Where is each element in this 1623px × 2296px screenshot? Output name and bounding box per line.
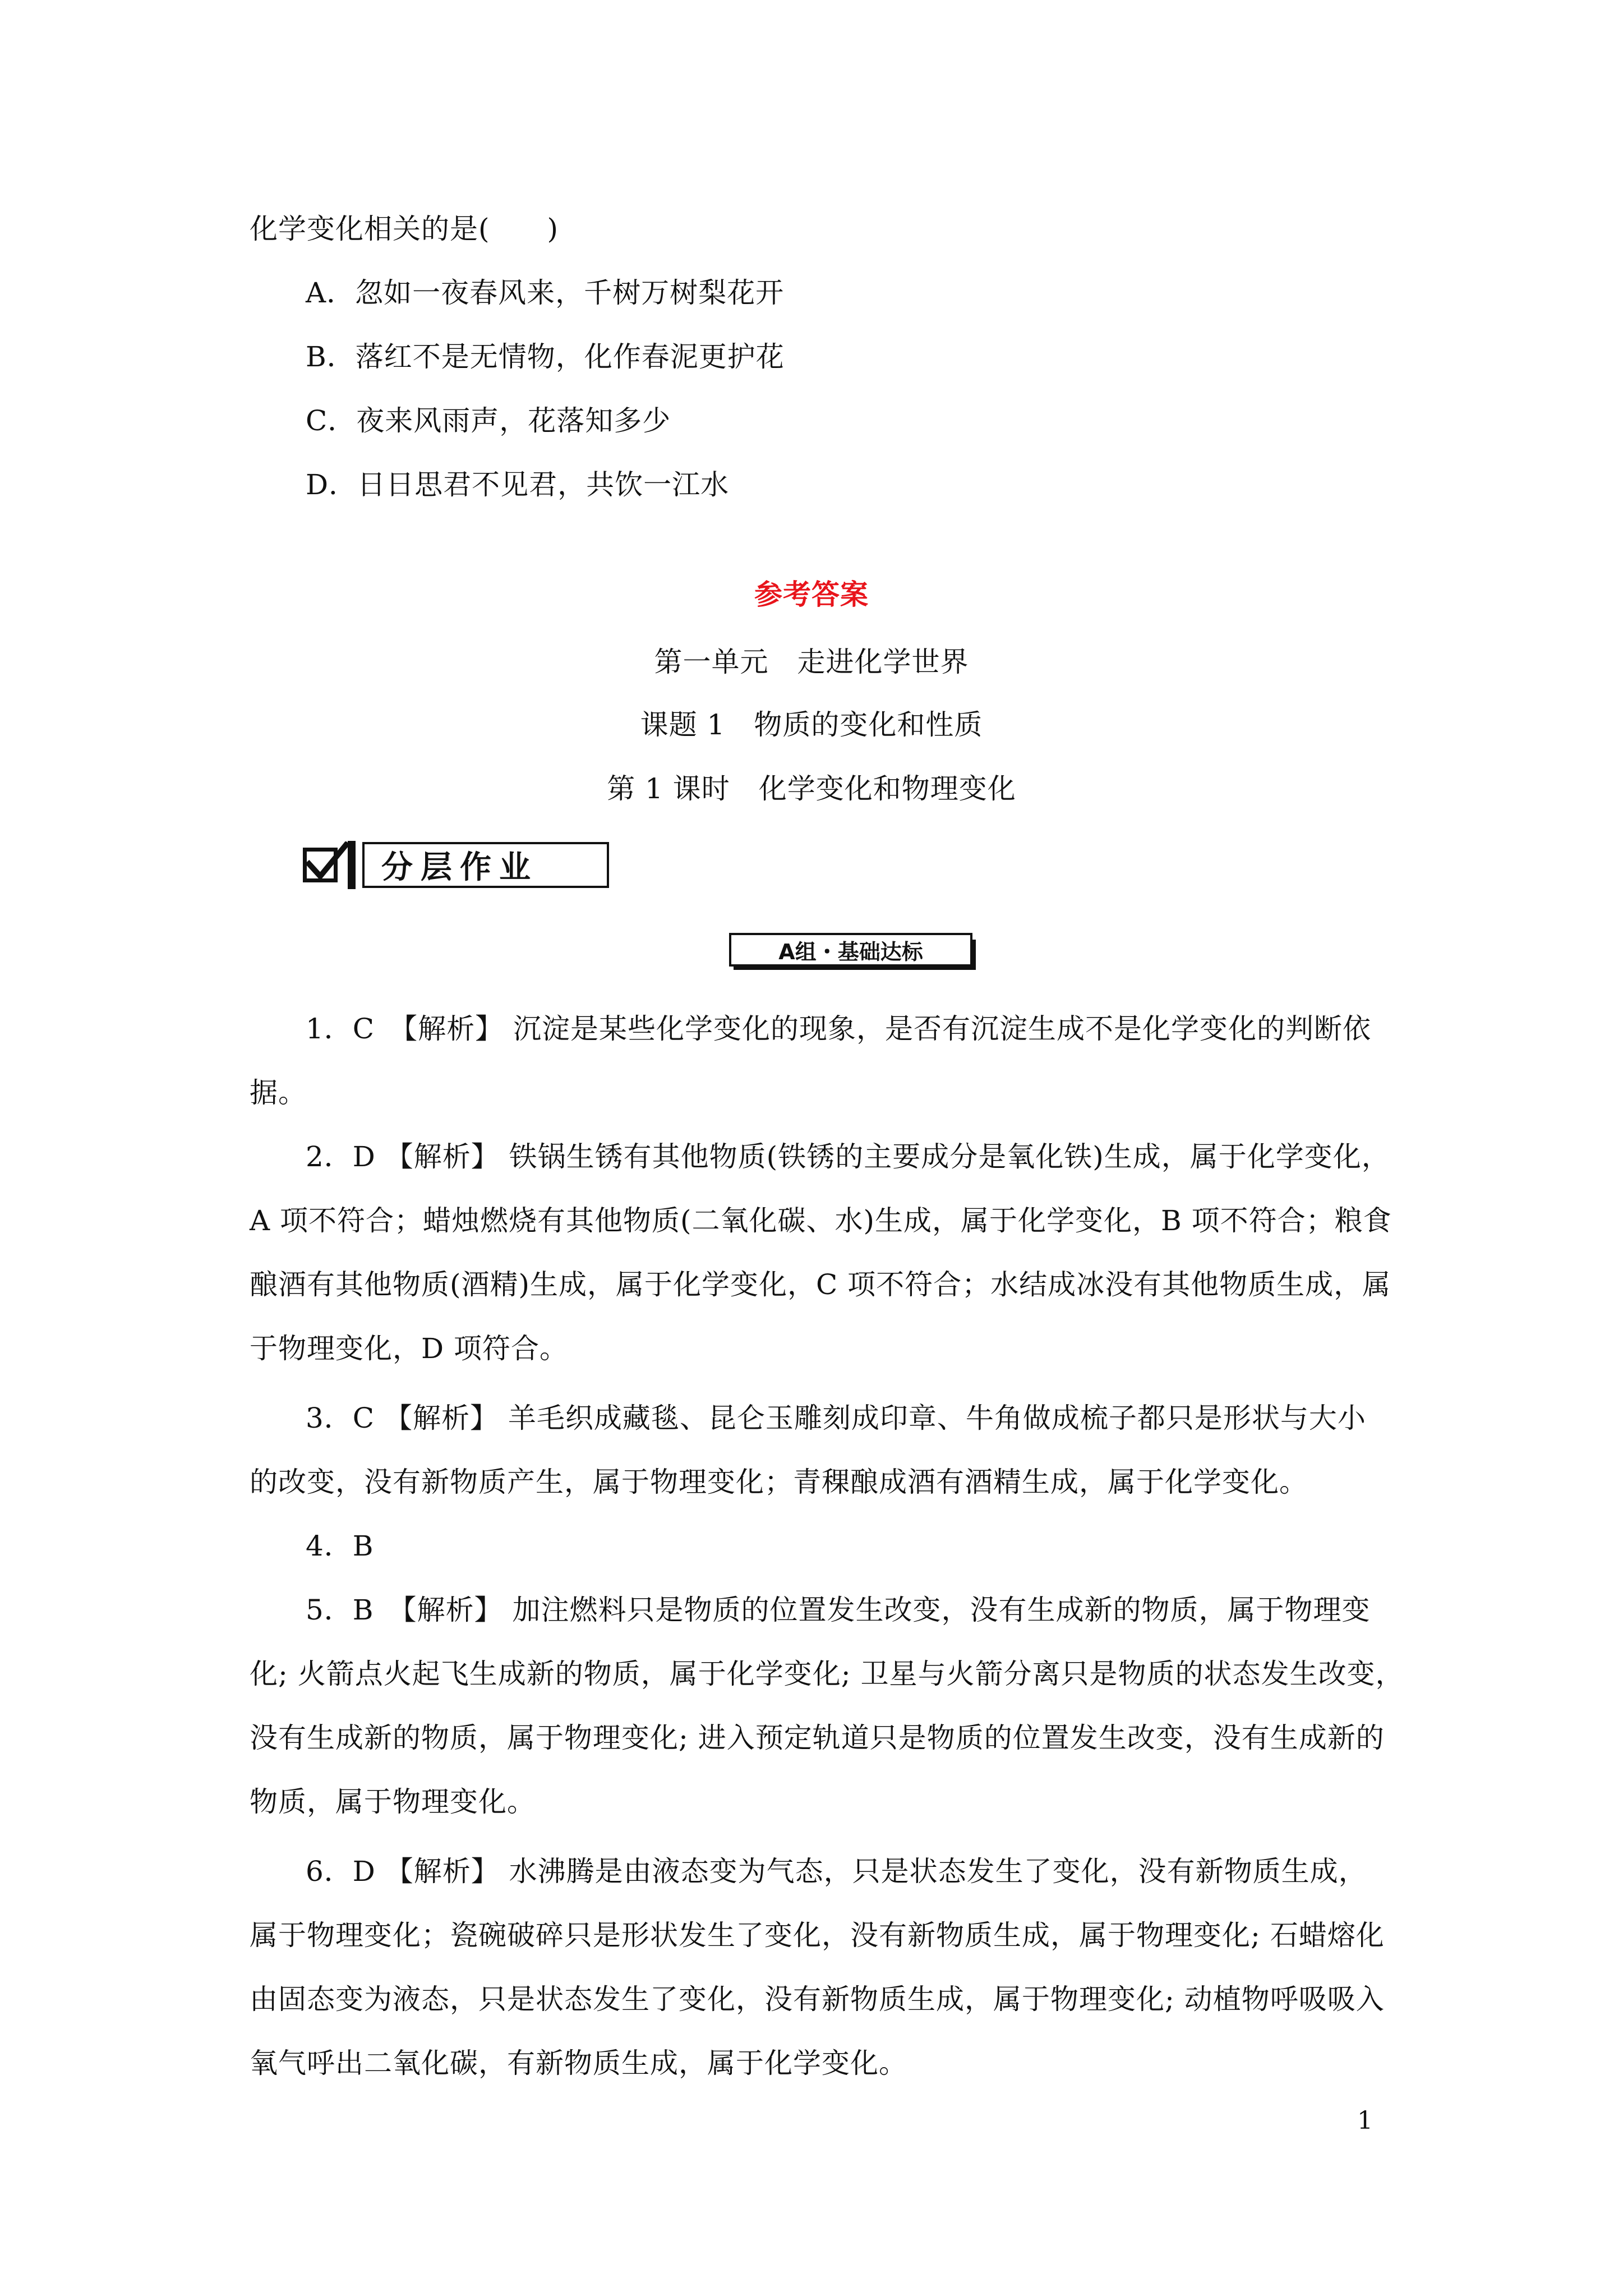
option-b: B．落红不是无情物，化作春泥更护花 — [306, 341, 785, 373]
answer-line: 于物理变化，D 项符合。 — [250, 1332, 568, 1365]
answer-line: 属于物理变化；瓷碗破碎只是形状发生了变化，没有新物质生成，属于物理变化; 石蜡熔化 — [250, 1919, 1385, 1952]
option-a: A．忽如一夜春风来，千树万树梨花开 — [306, 277, 785, 309]
answer-line: 1．C 【解析】 沉淀是某些化学变化的现象，是否有沉淀生成不是化学变化的判断依 — [306, 1013, 1371, 1045]
topic-heading: 课题 1 物质的变化和性质 — [640, 708, 983, 741]
question-stem: 化学变化相关的是( ) — [250, 213, 559, 245]
answer-line: 4．B — [306, 1530, 374, 1562]
page-number: 1 — [1357, 2106, 1373, 2135]
unit-heading: 第一单元 走进化学世界 — [654, 646, 969, 678]
answer-line: 没有生成新的物质，属于物理变化; 进入预定轨道只是物质的位置发生改变，没有生成新的 — [250, 1722, 1385, 1754]
answer-line: 2．D 【解析】 铁锅生锈有其他物质(铁锈的主要成分是氧化铁)生成，属于化学变化， — [306, 1140, 1390, 1173]
answer-line: 由固态变为液态，只是状态发生了变化，没有新物质生成，属于物理变化; 动植物呼吸吸入 — [250, 1983, 1385, 2016]
banner-label: 分层作业 — [362, 842, 609, 888]
answer-key-title: 参考答案 — [754, 578, 869, 611]
answer-line: 据。 — [250, 1076, 307, 1109]
option-c: C．夜来风雨声，花落知多少 — [306, 404, 671, 437]
lesson-heading: 第 1 课时 化学变化和物理变化 — [607, 772, 1016, 805]
answer-line: 物质，属于物理变化。 — [250, 1786, 536, 1818]
section-banner — [303, 839, 609, 891]
answer-line: 的改变，没有新物质产生，属于物理变化；青稞酿成酒有酒精生成，属于化学变化。 — [250, 1466, 1308, 1498]
answer-line: A 项不符合；蜡烛燃烧有其他物质(二氧化碳、水)生成，属于化学变化，B 项不符合；粮食 — [250, 1204, 1392, 1237]
group-label: A组・基础达标 — [729, 933, 972, 967]
group-label-box — [729, 933, 976, 970]
answer-line: 氧气呼出二氧化碳，有新物质生成，属于化学变化。 — [250, 2047, 907, 2079]
answer-line: 3．C 【解析】 羊毛织成藏毯、昆仑玉雕刻成印章、牛角做成梳子都只是形状与大小 — [306, 1402, 1366, 1434]
checkbox-icon — [303, 848, 338, 882]
answer-line: 5．B 【解析】 加注燃料只是物质的位置发生改变，没有生成新的物质，属于物理变 — [306, 1594, 1371, 1626]
answer-line: 6．D 【解析】 水沸腾是由液态变为气态，只是状态发生了变化，没有新物质生成， — [306, 1855, 1367, 1888]
answer-line: 化; 火箭点火起飞生成新的物质，属于化学变化; 卫星与火箭分离只是物质的状态发生改变， — [250, 1658, 1404, 1690]
answer-line: 酿酒有其他物质(酒精)生成，属于化学变化，C 项不符合；水结成冰没有其他物质生成，属 — [250, 1268, 1391, 1301]
option-d: D．日日思君不见君，共饮一江水 — [306, 468, 730, 501]
